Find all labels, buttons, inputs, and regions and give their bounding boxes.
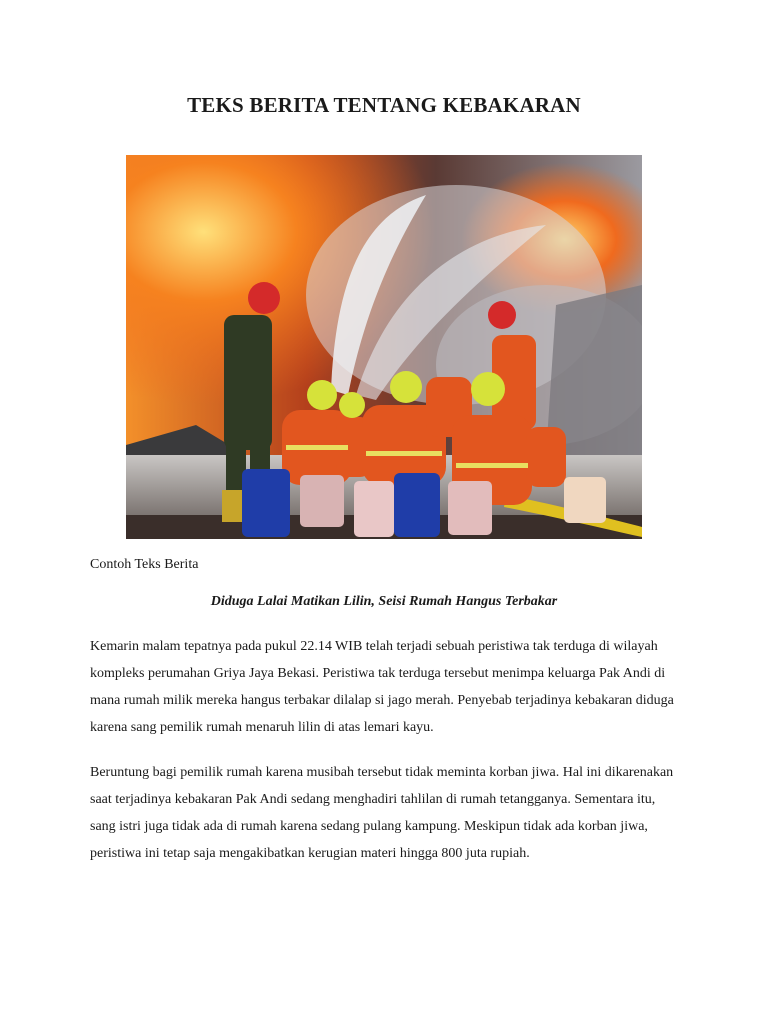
firefighters-photo-icon [126, 155, 642, 539]
paragraph-2: Beruntung bagi pemilik rumah karena musibah tersebut tidak meminta korban jiwa. Hal ini dikarenakan saat terjadinya kebakaran Pak Andi sedang menghadiri tahlilan di rumah tetangganya. Sementara itu, sang istri juga tidak ada di rumah karena sedang pulang kampung. Meskipun tidak ada korban jiwa, peristiwa ini tetap saja mengakibatkan kerugian materi hingga 800 juta rupiah. [90, 765, 674, 861]
news-photo [126, 155, 642, 539]
example-label: Contoh Teks Berita [90, 557, 199, 572]
news-headline: Diduga Lalai Matikan Lilin, Seisi Rumah Hangus Terbakar [210, 594, 558, 609]
paragraph-1: Kemarin malam tepatnya pada pukul 22.14 WIB telah terjadi sebuah peristiwa tak terduga di wilayah kompleks perumahan Griya Jaya Bekasi. Peristiwa tak terduga tersebut menimpa keluarga Pak Andi di mana rumah milik mereka hangus terbakar dilalap si jago merah. Penyebab terjadinya kebakaran diduga karena sang pemilik rumah menaruh lilin di atas lemari kayu. [90, 639, 674, 735]
page-title: TEKS BERITA TENTANG KEBAKARAN [187, 93, 581, 117]
